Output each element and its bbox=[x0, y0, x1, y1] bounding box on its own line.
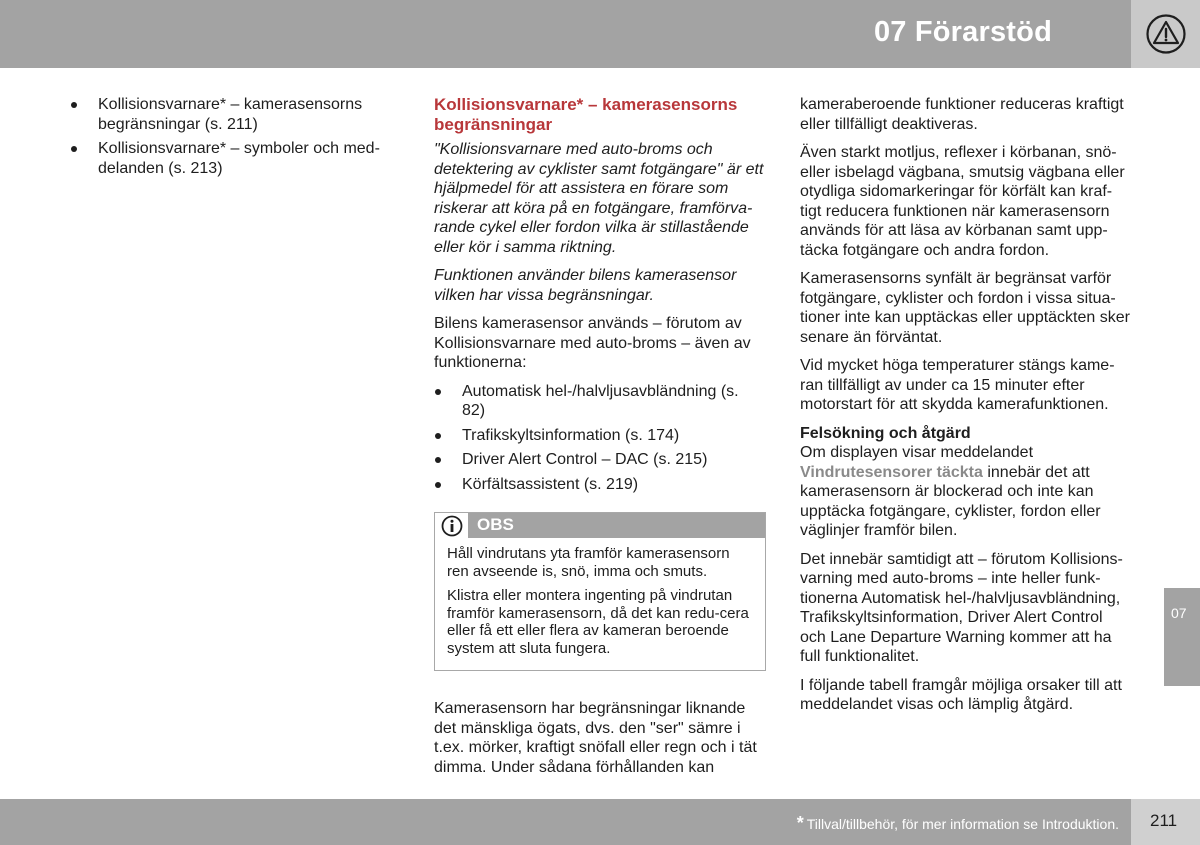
related-links-list bbox=[70, 95, 380, 178]
chapter-tab-label: 07 bbox=[1171, 605, 1187, 621]
list-item[interactable]: Kollisionsvarnare* – kamerasensorns begränsningar (s. 211) bbox=[70, 95, 380, 134]
bullet-icon bbox=[435, 482, 441, 488]
display-message: Vindrutesensorer täckta bbox=[800, 463, 983, 481]
italic-paragraph: Funktionen använder bilens kamerasensor vilken har vissa begränsningar. bbox=[434, 267, 737, 304]
header-icon-box bbox=[1131, 0, 1200, 68]
warning-triangle-icon bbox=[1145, 14, 1187, 54]
column-right bbox=[800, 95, 1132, 724]
page-number-box bbox=[1131, 799, 1200, 845]
list-item[interactable]: Körfältsassistent (s. 219) bbox=[434, 475, 766, 495]
body-paragraph: Bilens kamerasensor används – förutom av Kollisionsvarnare med auto-broms – även av funktionerna: bbox=[434, 315, 751, 371]
footer-bar bbox=[0, 799, 1131, 845]
list-item[interactable]: Driver Alert Control – DAC (s. 215) bbox=[434, 450, 766, 470]
body-paragraph: kameraberoende funktioner reduceras kraftigt eller tillfälligt deaktiveras. bbox=[800, 96, 1124, 133]
section-heading: Kollisionsvarnare* – kamerasensorns begränsningar bbox=[434, 95, 738, 134]
body-paragraph: Om displayen visar meddelandet Vindrutesensorer täckta innebär det att kamerasensorn är blockerad och inte kan upptäcka fotgängare, cyklister, fordon eller väglinjer framför bilen. bbox=[800, 444, 1101, 539]
bullet-icon bbox=[435, 389, 441, 395]
column-middle bbox=[434, 95, 766, 786]
body-paragraph: I följande tabell framgår möjliga orsaker till att meddelandet visas och lämplig åtgärd. bbox=[800, 676, 1122, 713]
chapter-side-tab[interactable] bbox=[1164, 588, 1200, 686]
note-header bbox=[435, 513, 765, 538]
bullet-icon bbox=[435, 433, 441, 439]
page-number: 211 bbox=[1150, 811, 1178, 830]
asterisk: * bbox=[796, 813, 804, 833]
note-body bbox=[435, 538, 765, 670]
info-icon bbox=[435, 513, 468, 538]
header-bar bbox=[0, 0, 1131, 68]
column-left bbox=[70, 95, 380, 187]
note-paragraph: Klistra eller montera ingenting på vindrutan framför kamerasensorn, då det kan redu-cera eller få ett eller flera av kameran beroende system att sluta fungera. bbox=[447, 587, 749, 657]
body-paragraph: Även starkt motljus, reflexer i körbanan, snö-eller isbelagd vägbana, smutsig vägbana eller otydliga sidomarkeringar för körfält kan kraf-tigt reducera funktionen när kamerasensorn används för att läsa av körbanan samt upp-täcka fotgängare och andra fordon. bbox=[800, 144, 1125, 259]
bullet-icon bbox=[71, 146, 77, 152]
body-paragraph: Kamerasensorns synfält är begränsat varför fotgängare, cyklister och fordon i vissa situa-tioner inte kan upptäckas eller upptäckten sker senare än förväntat. bbox=[800, 270, 1130, 346]
list-item[interactable]: Automatisk hel-/halvljusavbländning (s. 82) bbox=[434, 382, 766, 421]
note-label: OBS bbox=[477, 515, 514, 534]
bullet-icon bbox=[435, 457, 441, 463]
intro-paragraph: "Kollisionsvarnare med auto-broms och detektering av cyklister samt fotgängare" är ett hjälpmedel för att assistera en förare som riskerar att köra på en fotgängare, framförva-rande cykel eller fordon vilka är stillastående eller kör i samma riktning. bbox=[434, 141, 764, 256]
note-paragraph: Håll vindrutans yta framför kamerasensorn ren avseende is, snö, imma och smuts. bbox=[447, 545, 730, 580]
body-paragraph: Vid mycket höga temperaturer stängs kame-ran tillfälligt av under ca 15 minuter efter motorstart för att skydda kamerafunktionen. bbox=[800, 357, 1115, 413]
chapter-title: 07 Förarstöd bbox=[873, 16, 1052, 48]
body-paragraph: Det innebär samtidigt att – förutom Kollisions-varning med auto-broms – inte heller funk-tionerna Automatisk hel-/halvljusavbländning, Trafikskyltsinformation, Driver Alert Control och Lane Departure Warning kommer att ha full funktionalitet. bbox=[800, 550, 1123, 665]
bullet-icon bbox=[71, 102, 77, 108]
functions-list bbox=[434, 382, 766, 495]
body-paragraph: Kamerasensorn har begränsningar liknande det mänskliga ögats, dvs. den "ser" sämre i t.ex. mörker, kraftigt snöfall eller regn och i tät dimma. Under sådana förhållanden kan bbox=[434, 700, 757, 776]
subsection-heading: Felsökning och åtgärd bbox=[800, 424, 971, 442]
list-item[interactable]: Kollisionsvarnare* – symboler och med-delanden (s. 213) bbox=[70, 139, 380, 178]
footnote: * Tillval/tillbehör, för mer information se Introduktion. bbox=[796, 813, 1119, 833]
list-item[interactable]: Trafikskyltsinformation (s. 174) bbox=[434, 426, 766, 446]
note-box bbox=[434, 512, 766, 671]
